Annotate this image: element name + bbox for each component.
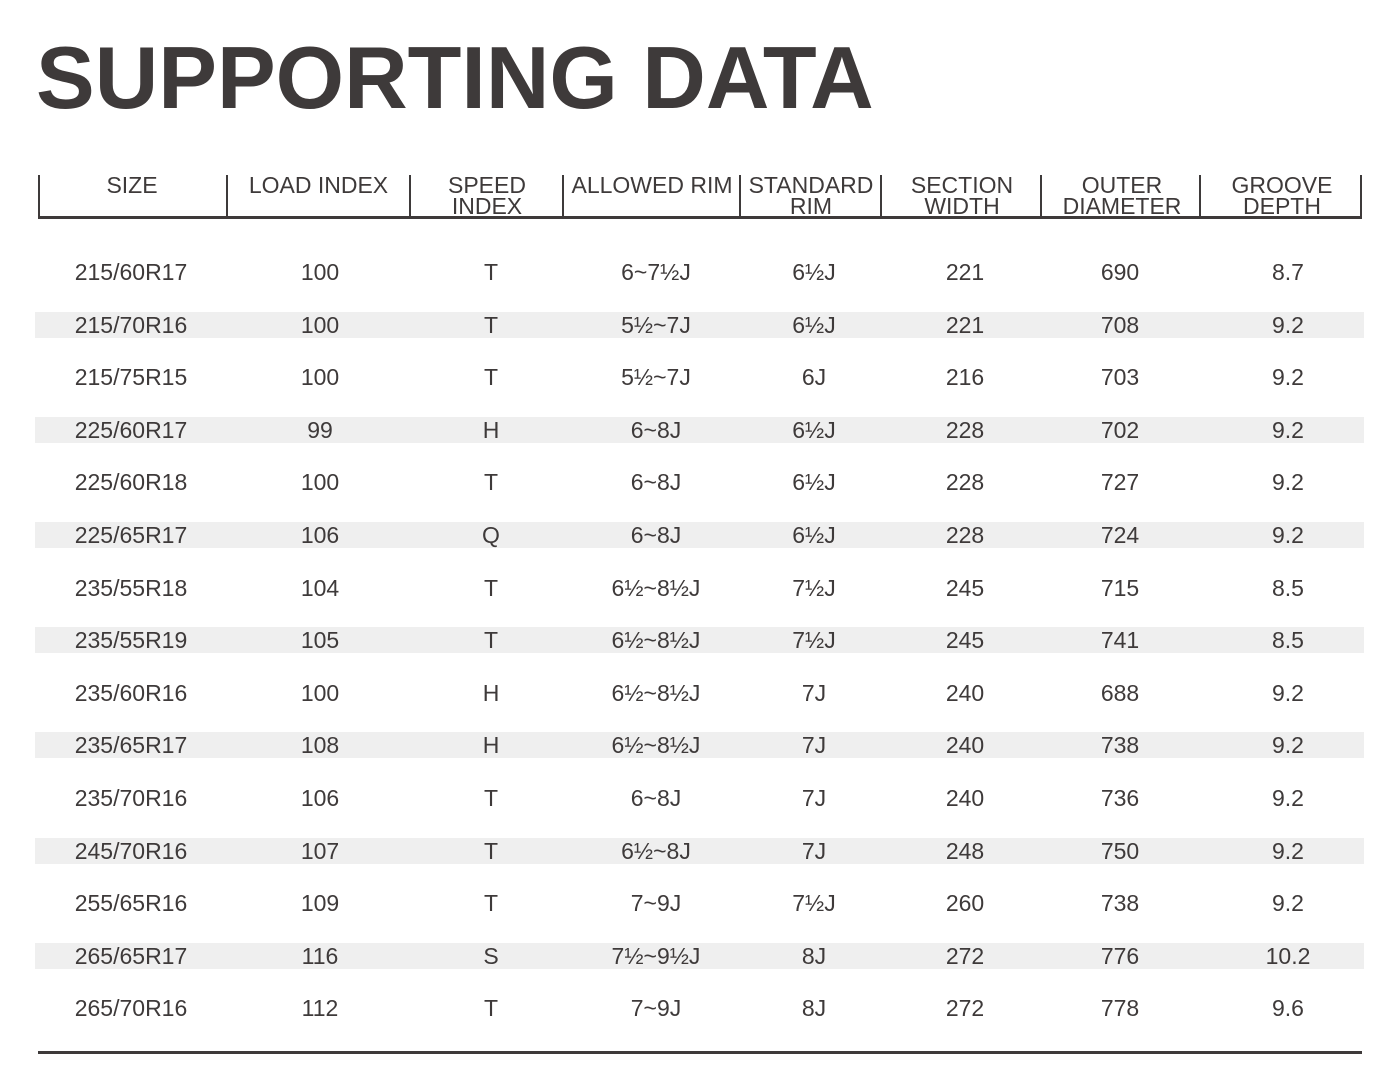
cell-standard-rim: 8J <box>801 942 827 969</box>
cell-outer-diameter: 708 <box>1100 311 1140 338</box>
table-row <box>35 509 1364 562</box>
cell-allowed-rim: 5½~7J <box>621 311 691 338</box>
cell-allowed-rim: 6~8J <box>630 469 682 496</box>
cell-groove-depth: 9.2 <box>1272 311 1304 338</box>
cell-size: 215/75R15 <box>74 364 188 391</box>
cell-groove-depth: 9.2 <box>1272 416 1304 443</box>
cell-load-index: 100 <box>300 679 340 706</box>
cell-allowed-rim: 6~8J <box>630 416 682 443</box>
cell-outer-diameter: 702 <box>1100 416 1140 443</box>
cell-standard-rim: 7J <box>801 837 827 864</box>
cell-outer-diameter: 741 <box>1100 627 1140 654</box>
cell-section-width: 248 <box>945 837 985 864</box>
cell-load-index: 100 <box>300 469 340 496</box>
cell-allowed-rim: 6½~8J <box>621 837 691 864</box>
cell-section-width: 240 <box>945 784 985 811</box>
header-standard-rim: STANDARD RIM <box>748 175 874 217</box>
cell-groove-depth: 9.2 <box>1272 890 1304 917</box>
cell-speed-index: T <box>483 890 499 917</box>
cell-groove-depth: 9.2 <box>1272 837 1304 864</box>
cell-load-index: 100 <box>300 311 340 338</box>
header-load-index: LOAD INDEX <box>248 175 389 198</box>
cell-section-width: 240 <box>945 732 985 759</box>
cell-size: 225/60R17 <box>74 416 188 443</box>
cell-load-index: 106 <box>300 784 340 811</box>
cell-size: 215/70R16 <box>74 311 188 338</box>
cell-section-width: 221 <box>945 259 985 285</box>
header-groove-depth: GROOVE DEPTH <box>1231 175 1333 217</box>
header-size: SIZE <box>106 175 158 198</box>
cell-allowed-rim: 6~8J <box>630 784 682 811</box>
cell-standard-rim: 6½J <box>792 259 836 285</box>
header-outer-diameter: OUTER DIAMETER <box>1062 175 1182 217</box>
cell-outer-diameter: 750 <box>1100 837 1140 864</box>
cell-size: 265/65R17 <box>74 942 188 969</box>
cell-outer-diameter: 738 <box>1100 890 1140 917</box>
cell-groove-depth: 9.2 <box>1272 679 1304 706</box>
cell-speed-index: T <box>483 574 499 601</box>
cell-groove-depth: 9.2 <box>1272 364 1304 391</box>
cell-size: 265/70R16 <box>74 995 188 1022</box>
table-row <box>35 930 1364 983</box>
cell-outer-diameter: 736 <box>1100 784 1140 811</box>
cell-load-index: 99 <box>307 416 333 443</box>
cell-standard-rim: 7½J <box>792 627 836 654</box>
cell-load-index: 109 <box>300 890 340 917</box>
cell-allowed-rim: 6½~8½J <box>611 574 701 601</box>
table-row <box>35 772 1364 825</box>
cell-size: 225/65R17 <box>74 521 188 548</box>
cell-outer-diameter: 776 <box>1100 942 1140 969</box>
cell-speed-index: T <box>483 837 499 864</box>
page-title: SUPPORTING DATA <box>36 28 874 127</box>
cell-groove-depth: 9.2 <box>1272 521 1304 548</box>
cell-size: 235/55R18 <box>74 574 188 601</box>
cell-standard-rim: 6½J <box>792 311 836 338</box>
cell-size: 215/60R17 <box>74 259 188 285</box>
cell-section-width: 260 <box>945 890 985 917</box>
table-bottom-rule <box>38 1051 1362 1054</box>
cell-standard-rim: 6½J <box>792 521 836 548</box>
cell-outer-diameter: 703 <box>1100 364 1140 391</box>
table-row <box>35 982 1364 1035</box>
table-row <box>35 404 1364 457</box>
cell-groove-depth: 9.2 <box>1272 784 1304 811</box>
cell-size: 235/65R17 <box>74 732 188 759</box>
cell-groove-depth: 9.6 <box>1272 995 1304 1022</box>
cell-load-index: 107 <box>300 837 340 864</box>
cell-standard-rim: 7½J <box>792 574 836 601</box>
table-row <box>35 719 1364 772</box>
cell-groove-depth: 9.2 <box>1272 469 1304 496</box>
cell-load-index: 100 <box>300 259 340 285</box>
cell-speed-index: T <box>483 259 499 285</box>
cell-load-index: 104 <box>300 574 340 601</box>
table-row <box>35 825 1364 878</box>
cell-standard-rim: 6½J <box>792 469 836 496</box>
cell-speed-index: H <box>482 732 500 759</box>
cell-outer-diameter: 724 <box>1100 521 1140 548</box>
cell-section-width: 228 <box>945 521 985 548</box>
cell-standard-rim: 8J <box>801 995 827 1022</box>
cell-size: 235/60R16 <box>74 679 188 706</box>
cell-speed-index: H <box>482 416 500 443</box>
cell-section-width: 216 <box>945 364 985 391</box>
cell-allowed-rim: 7½~9½J <box>611 942 701 969</box>
header-section-width: SECTION WIDTH <box>910 175 1014 217</box>
cell-load-index: 105 <box>300 627 340 654</box>
cell-groove-depth: 9.2 <box>1272 732 1304 759</box>
cell-outer-diameter: 738 <box>1100 732 1140 759</box>
cell-section-width: 228 <box>945 469 985 496</box>
cell-outer-diameter: 688 <box>1100 679 1140 706</box>
cell-standard-rim: 6J <box>801 364 827 391</box>
cell-speed-index: H <box>482 679 500 706</box>
cell-allowed-rim: 6~7½J <box>621 259 691 285</box>
table-row <box>35 562 1364 615</box>
cell-load-index: 112 <box>301 995 339 1022</box>
cell-outer-diameter: 690 <box>1100 259 1140 285</box>
cell-standard-rim: 6½J <box>792 416 836 443</box>
cell-section-width: 245 <box>945 574 985 601</box>
cell-size: 235/70R16 <box>74 784 188 811</box>
table-row <box>35 299 1364 352</box>
cell-allowed-rim: 6½~8½J <box>611 732 701 759</box>
cell-standard-rim: 7J <box>801 784 827 811</box>
cell-load-index: 100 <box>300 364 340 391</box>
cell-speed-index: Q <box>482 521 500 548</box>
cell-speed-index: T <box>483 364 499 391</box>
table-row <box>35 246 1364 299</box>
cell-outer-diameter: 727 <box>1100 469 1140 496</box>
cell-allowed-rim: 7~9J <box>630 995 682 1022</box>
table-header <box>38 175 1362 219</box>
cell-speed-index: T <box>483 311 499 338</box>
cell-standard-rim: 7J <box>801 679 827 706</box>
cell-load-index: 116 <box>301 942 339 969</box>
cell-standard-rim: 7½J <box>792 890 836 917</box>
table-body <box>35 246 1364 1035</box>
cell-outer-diameter: 715 <box>1100 574 1140 601</box>
cell-section-width: 228 <box>945 416 985 443</box>
cell-size: 235/55R19 <box>74 627 188 654</box>
header-speed-index: SPEED INDEX <box>448 175 526 217</box>
cell-speed-index: T <box>483 784 499 811</box>
cell-groove-depth: 8.5 <box>1272 574 1304 601</box>
cell-speed-index: T <box>483 627 499 654</box>
cell-allowed-rim: 6½~8½J <box>611 679 701 706</box>
cell-load-index: 106 <box>300 521 340 548</box>
cell-size: 245/70R16 <box>74 837 188 864</box>
table-row <box>35 614 1364 667</box>
cell-groove-depth: 8.7 <box>1272 259 1304 285</box>
cell-groove-depth: 10.2 <box>1265 942 1311 969</box>
cell-allowed-rim: 6~8J <box>630 521 682 548</box>
cell-load-index: 108 <box>300 732 340 759</box>
cell-speed-index: S <box>483 942 499 969</box>
cell-section-width: 272 <box>945 995 985 1022</box>
cell-speed-index: T <box>483 469 499 496</box>
header-allowed-rim: ALLOWED RIM <box>571 175 733 198</box>
cell-speed-index: T <box>483 995 499 1022</box>
table-row <box>35 351 1364 404</box>
cell-size: 255/65R16 <box>74 890 188 917</box>
cell-section-width: 221 <box>945 311 985 338</box>
cell-allowed-rim: 6½~8½J <box>611 627 701 654</box>
cell-section-width: 272 <box>945 942 985 969</box>
cell-section-width: 245 <box>945 627 985 654</box>
cell-size: 225/60R18 <box>74 469 188 496</box>
table-row <box>35 456 1364 509</box>
cell-section-width: 240 <box>945 679 985 706</box>
table-row <box>35 877 1364 930</box>
cell-outer-diameter: 778 <box>1100 995 1140 1022</box>
cell-groove-depth: 8.5 <box>1272 627 1304 654</box>
cell-allowed-rim: 5½~7J <box>621 364 691 391</box>
cell-standard-rim: 7J <box>801 732 827 759</box>
table-row <box>35 667 1364 720</box>
cell-allowed-rim: 7~9J <box>630 890 682 917</box>
